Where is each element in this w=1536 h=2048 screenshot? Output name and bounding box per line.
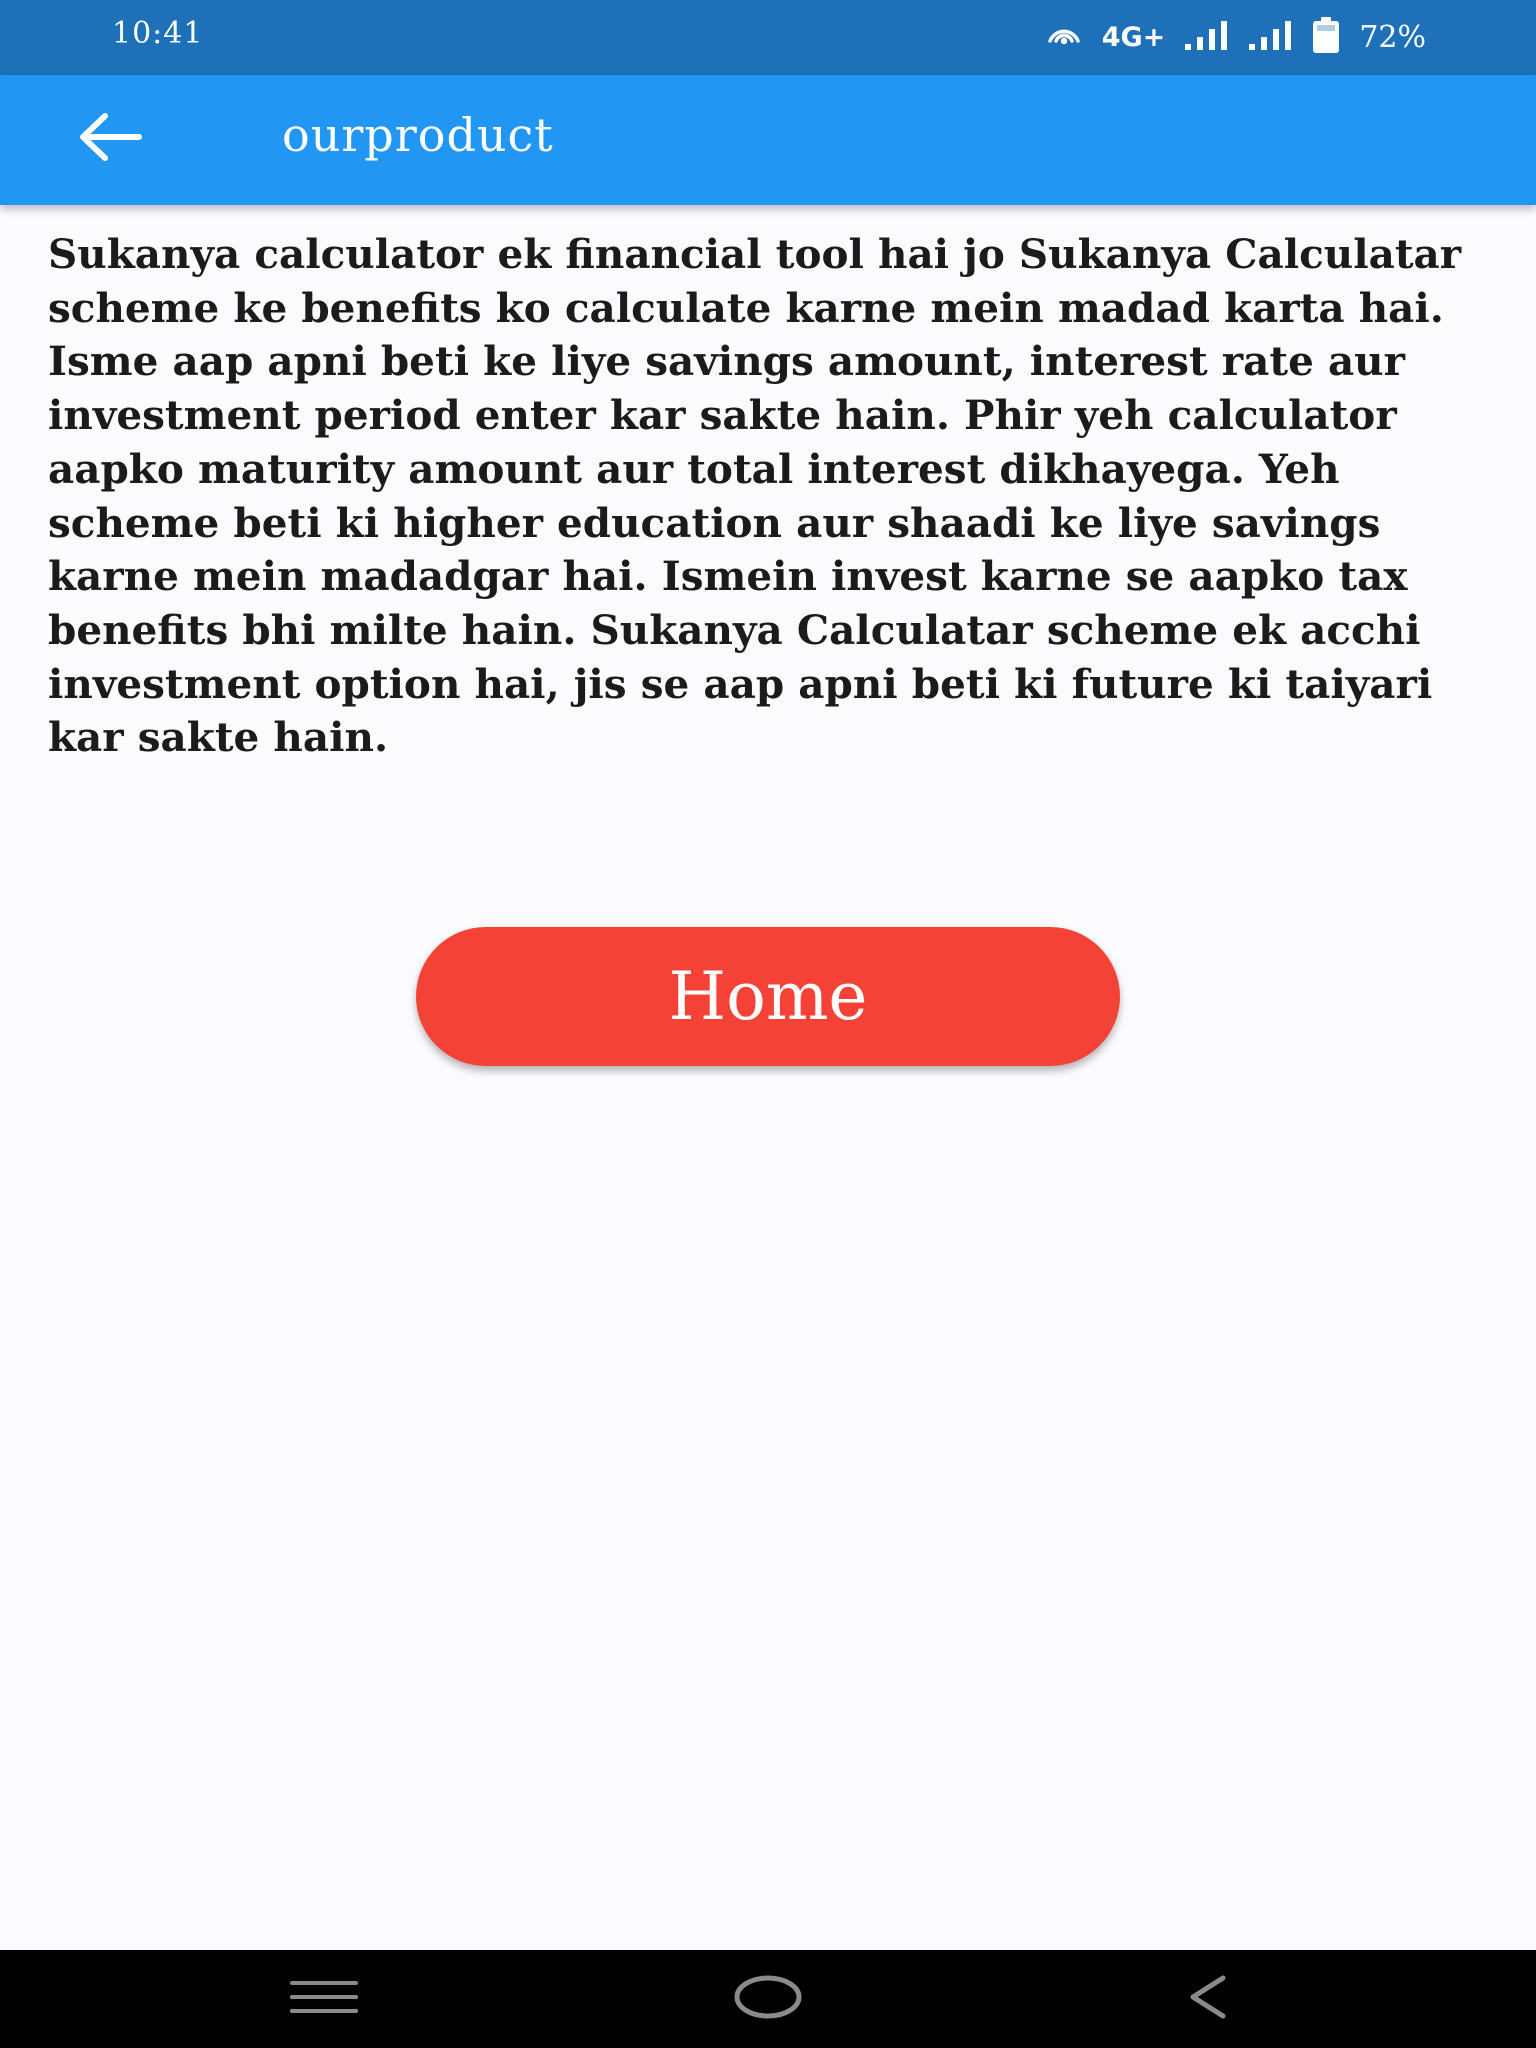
recent-apps-button[interactable] bbox=[279, 1964, 369, 2034]
signal-icon bbox=[1183, 20, 1229, 54]
network-type: 4G+ bbox=[1101, 21, 1166, 53]
back-nav-button[interactable] bbox=[1163, 1964, 1253, 2034]
hotspot-icon bbox=[1044, 15, 1084, 59]
home-circle-icon bbox=[732, 1972, 804, 2026]
home-nav-button[interactable] bbox=[723, 1964, 813, 2034]
status-time: 10:41 bbox=[112, 16, 204, 51]
battery-level: 72% bbox=[1359, 19, 1426, 55]
page-title: ourproduct bbox=[282, 108, 554, 162]
menu-icon bbox=[288, 1977, 360, 2021]
navigation-bar bbox=[0, 1950, 1536, 2048]
signal-icon bbox=[1247, 20, 1293, 54]
description-text: Sukanya calculator ek financial tool hai jo Sukanya Calculatar scheme ke benefits ko calculate karne mein madad karta hai. Isme aap apni beti ke liye savings amount, interest rate aur investment period enter kar sakte hain. Phir yeh calculator aapko maturity amount aur total interest dikhayega. Yeh scheme beti ki higher education aur shaadi ke liye savings karne mein madadgar hai. Ismein invest karne se aapko tax benefits bhi milte hain. Sukanya Calculatar scheme ek acchi investment option hai, jis se aap apni beti ki future ki taiyari kar sakte hain. bbox=[48, 230, 1462, 762]
arrow-left-icon bbox=[75, 112, 145, 166]
status-indicators bbox=[1044, 14, 1426, 60]
back-chevron-icon bbox=[1183, 1972, 1233, 2026]
battery-icon bbox=[1311, 16, 1341, 58]
back-button[interactable] bbox=[70, 109, 150, 169]
status-bar bbox=[0, 0, 1536, 75]
app-bar bbox=[0, 75, 1536, 205]
home-button[interactable]: Home bbox=[416, 927, 1120, 1066]
